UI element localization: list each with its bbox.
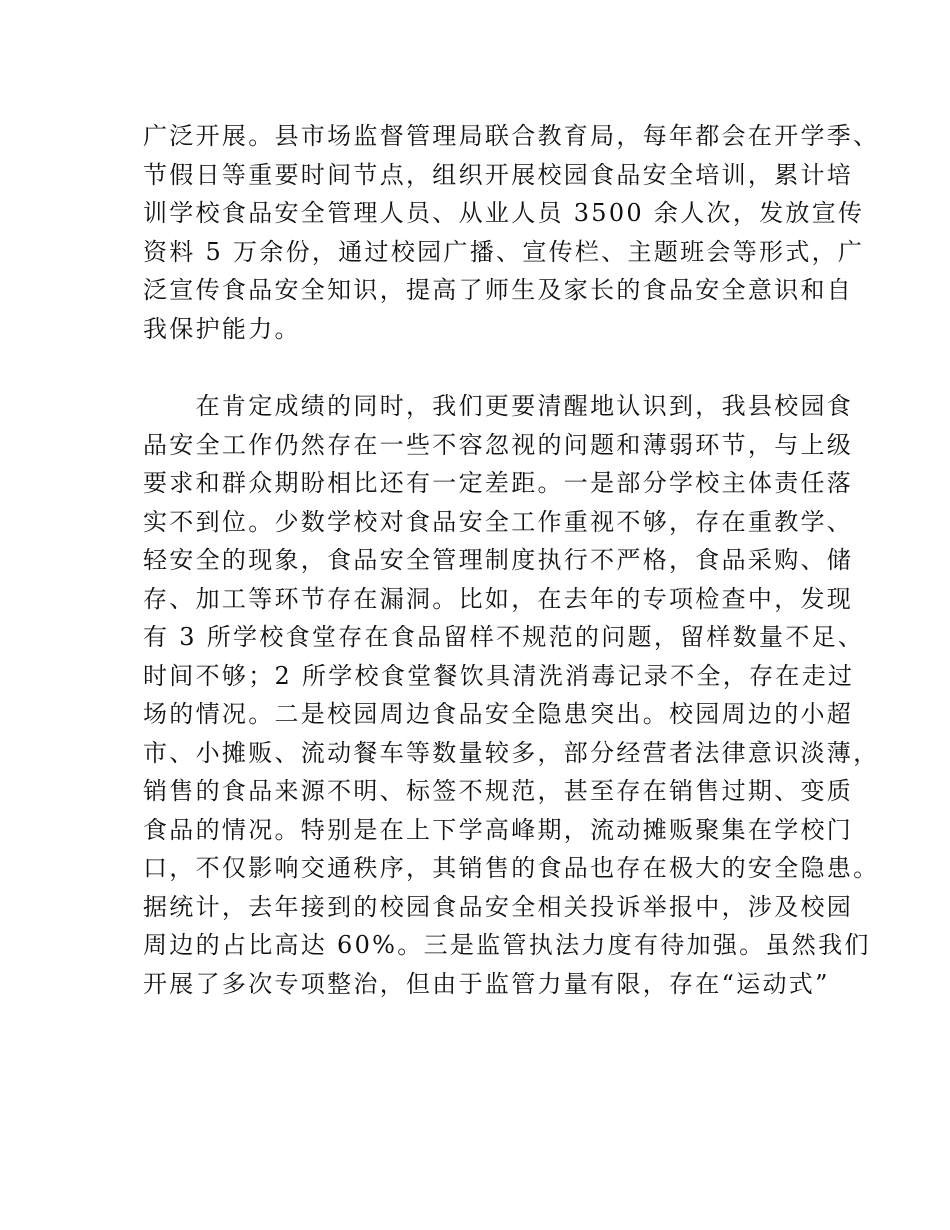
text-line: 资料 5 万余份，通过校园广播、宣传栏、主题班会等形式，广 bbox=[143, 237, 865, 266]
text-line: 实不到位。少数学校对食品安全工作重视不够，存在重教学、 bbox=[143, 507, 854, 536]
text-line: 训学校食品安全管理人员、从业人员 3500 余人次，发放宣传 bbox=[143, 199, 865, 227]
text-line: 泛宣传食品安全知识，提高了师生及家长的食品安全意识和自 bbox=[143, 276, 854, 304]
text-line: 食品的情况。特别是在上下学高峰期，流动摊贩聚集在学校门 bbox=[143, 815, 854, 844]
text-line: 场的情况。二是校园周边食品安全隐患突出。校园周边的小超 bbox=[143, 700, 854, 728]
text-line: 据统计，去年接到的校园食品安全相关投诉举报中，涉及校园 bbox=[143, 892, 854, 921]
text-line: 广泛开展。县市场监督管理局联合教育局，每年都会在开学季、 bbox=[143, 122, 880, 150]
text-line: 要求和群众期盼相比还有一定差距。一是部分学校主体责任落 bbox=[143, 469, 854, 497]
text-line: 品安全工作仍然存在一些不容忽视的问题和薄弱环节，与上级 bbox=[143, 430, 854, 459]
text-line: 市、小摊贩、流动餐车等数量较多，部分经营者法律意识淡薄， bbox=[143, 738, 880, 767]
paragraph-training-outreach bbox=[143, 117, 880, 348]
text-line: 开展了多次专项整治，但由于监管力量有限，存在“运动式” bbox=[143, 969, 830, 998]
text-line: 轻安全的现象，食品安全管理制度执行不严格，食品采购、储 bbox=[143, 546, 854, 574]
text-line: 口，不仅影响交通秩序，其销售的食品也存在极大的安全隐患。 bbox=[143, 854, 880, 882]
text-line: 时间不够；2 所学校食堂餐饮具清洗消毒记录不全，存在走过 bbox=[143, 661, 855, 690]
text-line: 在肯定成绩的同时，我们更要清醒地认识到，我县校园食 bbox=[143, 392, 854, 420]
paragraph-problems bbox=[143, 387, 880, 1003]
text-line: 销售的食品来源不明、标签不规范，甚至存在销售过期、变质 bbox=[143, 777, 854, 805]
text-line: 存、加工等环节存在漏洞。比如，在去年的专项检查中，发现 bbox=[143, 584, 854, 613]
text-line: 节假日等重要时间节点，组织开展校园食品安全培训，累计培 bbox=[143, 160, 854, 189]
text-line: 我保护能力。 bbox=[143, 314, 301, 343]
text-line: 有 3 所学校食堂存在食品留样不规范的问题，留样数量不足、 bbox=[143, 623, 865, 651]
text-line: 周边的占比高达 60%。三是监管执法力度有待加强。虽然我们 bbox=[143, 931, 871, 959]
